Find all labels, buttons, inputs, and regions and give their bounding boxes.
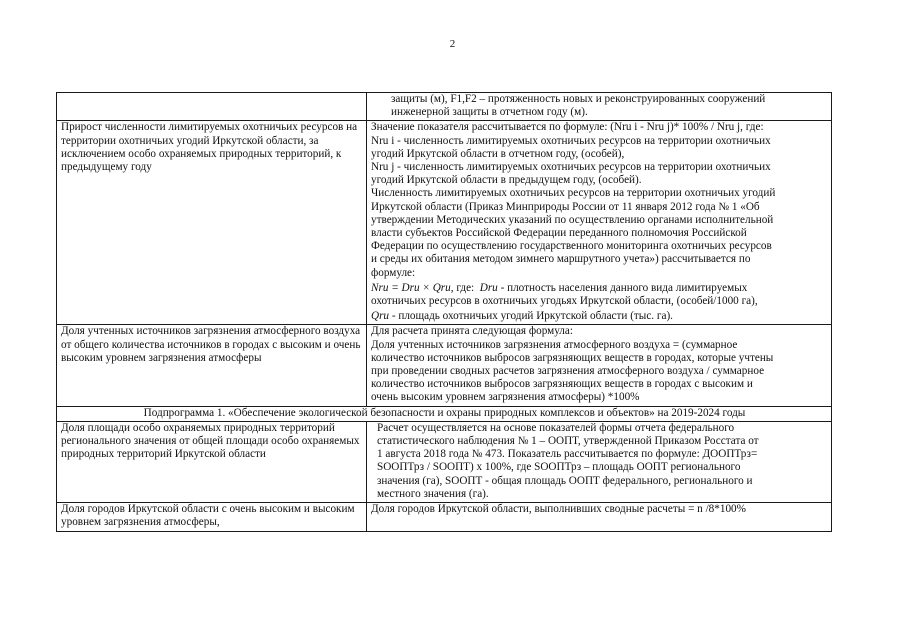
text-line: Доля городов Иркутской области, выполнивших сводные расчеты = n /8*100% <box>371 503 746 516</box>
formula-main: Nru = Dru × Qru <box>371 281 451 294</box>
text-line: SООПТрз / SООПТ) х 100%, где SООПТрз – площадь ООПТ регионального <box>377 461 741 474</box>
text-line: власти субъектов Российской Федерации переданного полномочия Российской <box>371 227 747 240</box>
table-row <box>57 406 832 421</box>
text-line: при проведении сводных расчетов загрязнения атмосферного воздуха / суммарное <box>371 365 765 378</box>
table-row <box>57 503 832 531</box>
table-row <box>57 93 832 121</box>
calculation-method-cell <box>367 503 832 531</box>
subprogram-heading: Подпрограмма 1. «Обеспечение экологической безопасности и охраны природных комплексов и объектов» на 2019-2024 годы <box>57 406 832 421</box>
text-line: Nru j - численность лимитируемых охотничьих ресурсов на территории охотничьих <box>371 161 771 174</box>
calculation-method-cell <box>367 325 832 406</box>
formula-d-description: - плотность населения данного вида лимитируемых <box>497 281 748 294</box>
indicator-name-cell: Доля площади особо охраняемых природных территорий регионального значения от общей площади особо охраняемых природных территорий Иркутской области <box>57 421 367 502</box>
text-line: утверждении Методических указаний по осуществлению органами исполнительной <box>371 213 774 226</box>
text-line: Значение показателя рассчитывается по формуле: (Nru i - Nru j)* 100% / Nru j, где: <box>371 121 764 134</box>
table-row <box>57 121 832 325</box>
text-line: местного значения (га). <box>377 487 489 500</box>
text-line: Nru i - численность лимитируемых охотничьих ресурсов на территории охотничьих <box>371 134 771 147</box>
page-number: 2 <box>449 38 456 50</box>
text-line: Иркутской области (Приказ Минприроды России от 11 января 2012 года № 1 «Об <box>371 200 760 213</box>
indicator-name-cell: Доля учтенных источников загрязнения атмосферного воздуха от общего количества источников в городах с высоким и очень высоким уровнем загрязнения атмосферы <box>57 325 367 406</box>
text-line: очень высоким уровнем загрязнения атмосферы) *100% <box>371 391 640 404</box>
formula-q-description: - площадь охотничьих угодий Иркутской области (тыс. га). <box>389 310 673 323</box>
table-row <box>57 325 832 406</box>
indicator-table <box>56 92 832 532</box>
text-line: угодий Иркутской области в предыдущем году, (особей). <box>371 174 642 187</box>
indicator-name-cell <box>57 93 367 121</box>
formula-q-symbol: Qru <box>371 310 390 323</box>
text-line: охотничьих ресурсов в охотничьих угодьях Иркутской области, (особей/1000 га), <box>371 295 758 308</box>
text-line: количество источников выбросов загрязняющих веществ в городах, которые учтены <box>371 351 774 364</box>
formula-d-symbol: Dru <box>479 281 498 294</box>
text-line: и среды их обитания методом зимнего маршрутного учета») рассчитывается по <box>371 253 751 266</box>
calculation-method-cell <box>367 121 832 325</box>
text-line: Расчет осуществляется на основе показателей формы отчета федерального <box>377 421 735 434</box>
text-line: количество источников выбросов загрязняющих веществ в городах с высоким и <box>371 378 753 391</box>
indicator-name-cell: Прирост численности лимитируемых охотничьих ресурсов на территории охотничьих угодий Иркутской области, за исключением особо охраняемых природных территорий, к предыдущему году <box>57 121 367 325</box>
text-line: Доля учтенных источников загрязнения атмосферного воздуха = (суммарное <box>371 338 738 351</box>
text-line: формуле: <box>371 266 416 279</box>
formula-where: , где: <box>450 281 475 294</box>
text-line: инженерной защиты в отчетном году (м). <box>391 106 588 119</box>
calculation-method-cell <box>367 93 832 121</box>
table-row <box>57 421 832 502</box>
text-line: значения (га), SООПТ - общая площадь ООПТ федерального, регионального и <box>377 474 753 487</box>
text-line: Федерации по осуществлению государственного мониторинга охотничьих ресурсов <box>371 240 772 253</box>
formula-line <box>371 282 828 295</box>
formula-line <box>371 310 828 323</box>
text-line: 1 августа 2018 года № 473. Показатель рассчитывается по формуле: ДООПТрз= <box>377 448 758 461</box>
text-line: Для расчета принята следующая формула: <box>371 325 573 338</box>
indicator-name-cell: Доля городов Иркутской области с очень высоким и высоким уровнем загрязнения атмосферы, <box>57 503 367 531</box>
calculation-method-cell <box>367 421 832 502</box>
text-line: Численность лимитируемых охотничьих ресурсов на территории охотничьих угодий <box>371 187 776 200</box>
text-line: статистического наблюдения № 1 – ООПТ, утвержденной Приказом Росстата от <box>377 435 759 448</box>
text-line: угодий Иркутской области в отчетном году, (особей), <box>371 147 625 160</box>
text-line: защиты (м), F1,F2 – протяженность новых и реконструированных сооружений <box>391 93 766 105</box>
